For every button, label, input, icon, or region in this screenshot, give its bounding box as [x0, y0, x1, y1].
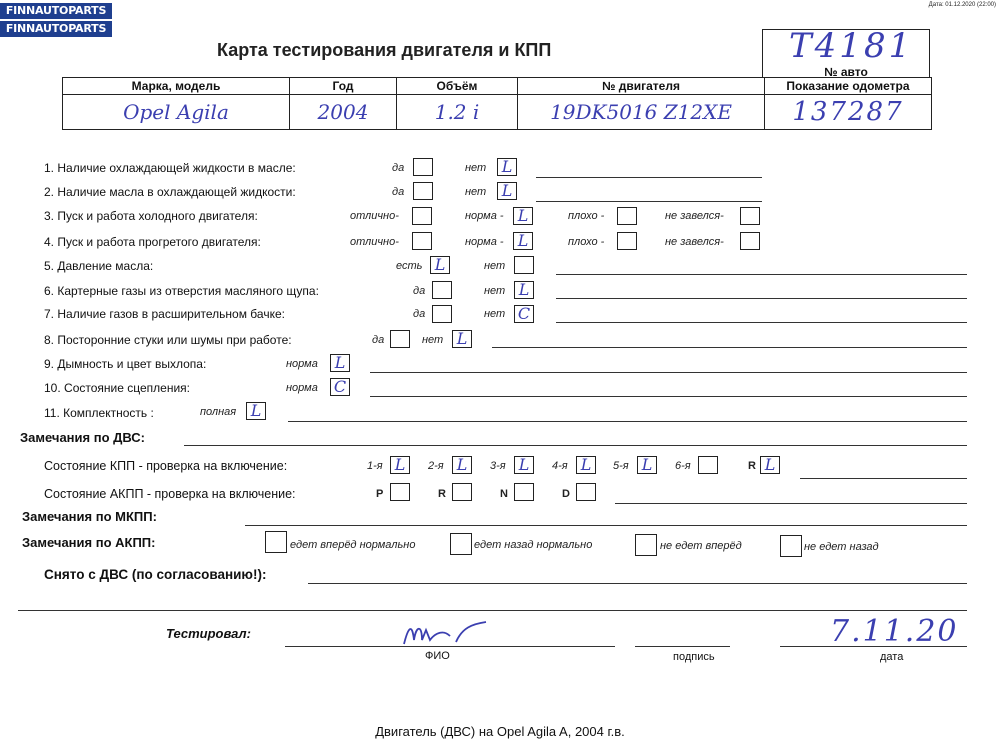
check-mark: L — [434, 255, 446, 274]
car-number-handwritten: Т4181 — [789, 26, 914, 66]
gear-3-checkbox[interactable] — [514, 456, 534, 474]
akpp-r-checkbox[interactable] — [452, 483, 472, 501]
q5-no-checkbox[interactable] — [514, 256, 534, 274]
fio-signature-scribble — [400, 618, 490, 653]
q4-opt-normal: норма - — [465, 236, 504, 248]
q3-no-start-checkbox[interactable] — [740, 207, 760, 225]
q11-opt-complete: полная — [200, 406, 237, 418]
question-11: 11. Комплектность : — [44, 406, 154, 420]
q7-opt-no: нет — [484, 308, 506, 320]
akpp-r-label: R — [438, 488, 446, 500]
akpp-n-checkbox[interactable] — [514, 483, 534, 501]
akpp-no-back-checkbox[interactable] — [780, 535, 802, 557]
akpp-remarks-label: Замечания по АКПП: — [22, 535, 156, 550]
q10-opt-normal: норма — [286, 382, 318, 394]
gear-6-label: 6-я — [675, 460, 691, 472]
q8-opt-no: нет — [422, 334, 444, 346]
q2-opt-yes: да — [392, 186, 405, 198]
q7-no-checkbox[interactable] — [514, 305, 534, 323]
gear-1-checkbox[interactable] — [390, 456, 410, 474]
question-4: 4. Пуск и работа прогретого двигателя: — [44, 235, 261, 249]
q3-normal-checkbox[interactable] — [513, 207, 533, 225]
q2-yes-checkbox[interactable] — [413, 182, 433, 200]
q6-no-checkbox[interactable] — [514, 281, 534, 299]
gear-2-checkbox[interactable] — [452, 456, 472, 474]
q1-yes-checkbox[interactable] — [413, 158, 433, 176]
q5-opt-no: нет — [484, 260, 506, 272]
q1-no-checkbox[interactable] — [497, 158, 517, 176]
signature-line — [635, 646, 730, 647]
q5-opt-yes: есть — [396, 260, 423, 272]
q3-opt-excellent: отлично- — [350, 210, 399, 222]
check-mark: L — [501, 181, 513, 200]
akpp-fwd-ok-label: едет вперёд нормально — [290, 539, 416, 551]
check-mark: L — [580, 455, 592, 474]
q2-notes-line — [536, 201, 762, 202]
q2-no-checkbox[interactable] — [497, 182, 517, 200]
q3-opt-no-start: не завелся- — [665, 210, 724, 222]
akpp-no-back-label: не едет назад — [804, 541, 879, 553]
gear-r-label: R — [748, 460, 756, 472]
q8-yes-checkbox[interactable] — [390, 330, 410, 348]
q8-opt-yes: да — [372, 334, 385, 346]
form-title: Карта тестирования двигателя и КПП — [217, 40, 552, 60]
q10-normal-checkbox[interactable] — [330, 378, 350, 396]
check-mark: C — [517, 304, 531, 323]
value-volume: 1.2 i — [397, 95, 518, 130]
akpp-d-label: D — [562, 488, 570, 500]
akpp-no-fwd-label: не едет вперёд — [660, 540, 742, 552]
akpp-p-checkbox[interactable] — [390, 483, 410, 501]
check-mark: L — [641, 455, 653, 474]
removed-parts-line — [308, 583, 967, 584]
check-mark: L — [334, 353, 346, 372]
akpp-back-ok-label: едет назад нормально — [474, 539, 593, 551]
q9-notes-line — [370, 372, 967, 373]
check-mark: L — [394, 455, 406, 474]
q4-opt-no-start: не завелся- — [665, 236, 724, 248]
mkpp-remarks-label: Замечания по МКПП: — [22, 509, 157, 524]
q6-notes-line — [556, 298, 967, 299]
car-number-label: № авто — [824, 65, 868, 79]
gear-1-label: 1-я — [367, 460, 383, 472]
q4-bad-checkbox[interactable] — [617, 232, 637, 250]
gear-4-label: 4-я — [552, 460, 568, 472]
value-year: 2004 — [290, 95, 397, 130]
q3-opt-bad: плохо - — [568, 210, 605, 222]
q4-no-start-checkbox[interactable] — [740, 232, 760, 250]
fio-label: ФИО — [425, 650, 450, 662]
check-mark: L — [501, 157, 513, 176]
removed-parts-line-2 — [18, 610, 967, 611]
q9-normal-checkbox[interactable] — [330, 354, 350, 372]
page-caption: Двигатель (ДВС) на Opel Agila A, 2004 г.в. — [375, 724, 625, 739]
question-2: 2. Наличие масла в охлаждающей жидкости: — [44, 185, 296, 199]
q3-bad-checkbox[interactable] — [617, 207, 637, 225]
q5-notes-line — [556, 274, 967, 275]
brand-logo-secondary: FINNAUTOPARTS — [0, 21, 112, 37]
question-3: 3. Пуск и работа холодного двигателя: — [44, 209, 258, 223]
col-volume: Объём — [397, 78, 518, 95]
check-mark: L — [456, 329, 468, 348]
mkpp-remarks-line — [245, 525, 967, 526]
question-9: 9. Дымность и цвет выхлопа: — [44, 357, 207, 371]
kpp-check-label: Состояние КПП - проверка на включение: — [44, 459, 288, 473]
question-10: 10. Состояние сцепления: — [44, 381, 190, 395]
akpp-back-ok-checkbox[interactable] — [450, 533, 472, 555]
question-6: 6. Картерные газы из отверстия масляного щупа: — [44, 284, 319, 298]
q10-notes-line — [370, 396, 967, 397]
akpp-no-fwd-checkbox[interactable] — [635, 534, 657, 556]
q7-opt-yes: да — [413, 308, 426, 320]
value-make-model: Opel Agila — [63, 95, 290, 130]
q2-opt-no: нет — [465, 186, 487, 198]
q8-no-checkbox[interactable] — [452, 330, 472, 348]
gear-6-checkbox[interactable] — [698, 456, 718, 474]
q6-yes-checkbox[interactable] — [432, 281, 452, 299]
fio-line — [285, 646, 615, 647]
q4-excellent-checkbox[interactable] — [412, 232, 432, 250]
q8-notes-line — [492, 347, 967, 348]
value-engine-number: 19DK5016 Z12XE — [518, 95, 765, 130]
q1-notes-line — [536, 177, 762, 178]
q11-notes-line — [288, 421, 967, 422]
q1-opt-yes: да — [392, 162, 405, 174]
gear-5-label: 5-я — [613, 460, 629, 472]
akpp-notes-line — [615, 503, 967, 504]
question-8: 8. Посторонние стуки или шумы при работе: — [44, 333, 292, 347]
q5-yes-checkbox[interactable] — [430, 256, 450, 274]
question-5: 5. Давление масла: — [44, 259, 154, 273]
akpp-check-label: Состояние АКПП - проверка на включение: — [44, 487, 296, 501]
col-make-model: Марка, модель — [63, 78, 290, 95]
tested-by-label: Тестировал: — [166, 626, 251, 641]
check-mark: L — [456, 455, 468, 474]
q7-notes-line — [556, 322, 967, 323]
q6-opt-yes: да — [413, 285, 426, 297]
q11-complete-checkbox[interactable] — [246, 402, 266, 420]
check-mark: L — [250, 401, 262, 420]
dvs-remarks-label: Замечания по ДВС: — [20, 430, 145, 445]
q4-opt-bad: плохо - — [568, 236, 605, 248]
gear-2-label: 2-я — [428, 460, 444, 472]
col-odometer: Показание одометра — [765, 78, 932, 95]
date-label: дата — [880, 651, 904, 663]
gear-3-label: 3-я — [490, 460, 506, 472]
akpp-d-checkbox[interactable] — [576, 483, 596, 501]
akpp-p-label: P — [376, 488, 384, 500]
question-7: 7. Наличие газов в расширительном бачке: — [44, 307, 285, 321]
col-engine-number: № двигателя — [518, 78, 765, 95]
q7-yes-checkbox[interactable] — [432, 305, 452, 323]
removed-parts-label: Снято с ДВС (по согласованию!): — [44, 567, 267, 582]
q9-opt-normal: норма — [286, 358, 318, 370]
value-odometer: 137287 — [765, 95, 932, 130]
check-mark: C — [333, 377, 347, 396]
brand-logo: FINNAUTOPARTS — [0, 3, 112, 19]
q3-excellent-checkbox[interactable] — [412, 207, 432, 225]
vehicle-info-table — [62, 77, 932, 130]
check-mark: L — [518, 280, 530, 299]
check-mark: L — [518, 455, 530, 474]
dvs-remarks-line — [184, 445, 967, 446]
signature-label: подпись — [673, 651, 715, 663]
akpp-fwd-ok-checkbox[interactable] — [265, 531, 287, 553]
akpp-n-label: N — [500, 488, 508, 500]
gear-r-checkbox[interactable] — [760, 456, 780, 474]
check-mark: L — [517, 231, 529, 250]
q6-opt-no: нет — [484, 285, 506, 297]
kpp-notes-line — [800, 478, 967, 479]
q3-opt-normal: норма - — [465, 210, 504, 222]
check-mark: L — [517, 206, 529, 225]
gear-4-checkbox[interactable] — [576, 456, 596, 474]
gear-5-checkbox[interactable] — [637, 456, 657, 474]
q4-normal-checkbox[interactable] — [513, 232, 533, 250]
question-1: 1. Наличие охлаждающей жидкости в масле: — [44, 161, 296, 175]
q1-opt-no: нет — [465, 162, 487, 174]
q4-opt-excellent: отлично- — [350, 236, 399, 248]
col-year: Год — [290, 78, 397, 95]
date-stamp: Дата: 01.12.2020 (22:00) — [928, 2, 996, 8]
check-mark: L — [764, 455, 776, 474]
date-handwritten: 7.11.20 — [830, 614, 959, 649]
